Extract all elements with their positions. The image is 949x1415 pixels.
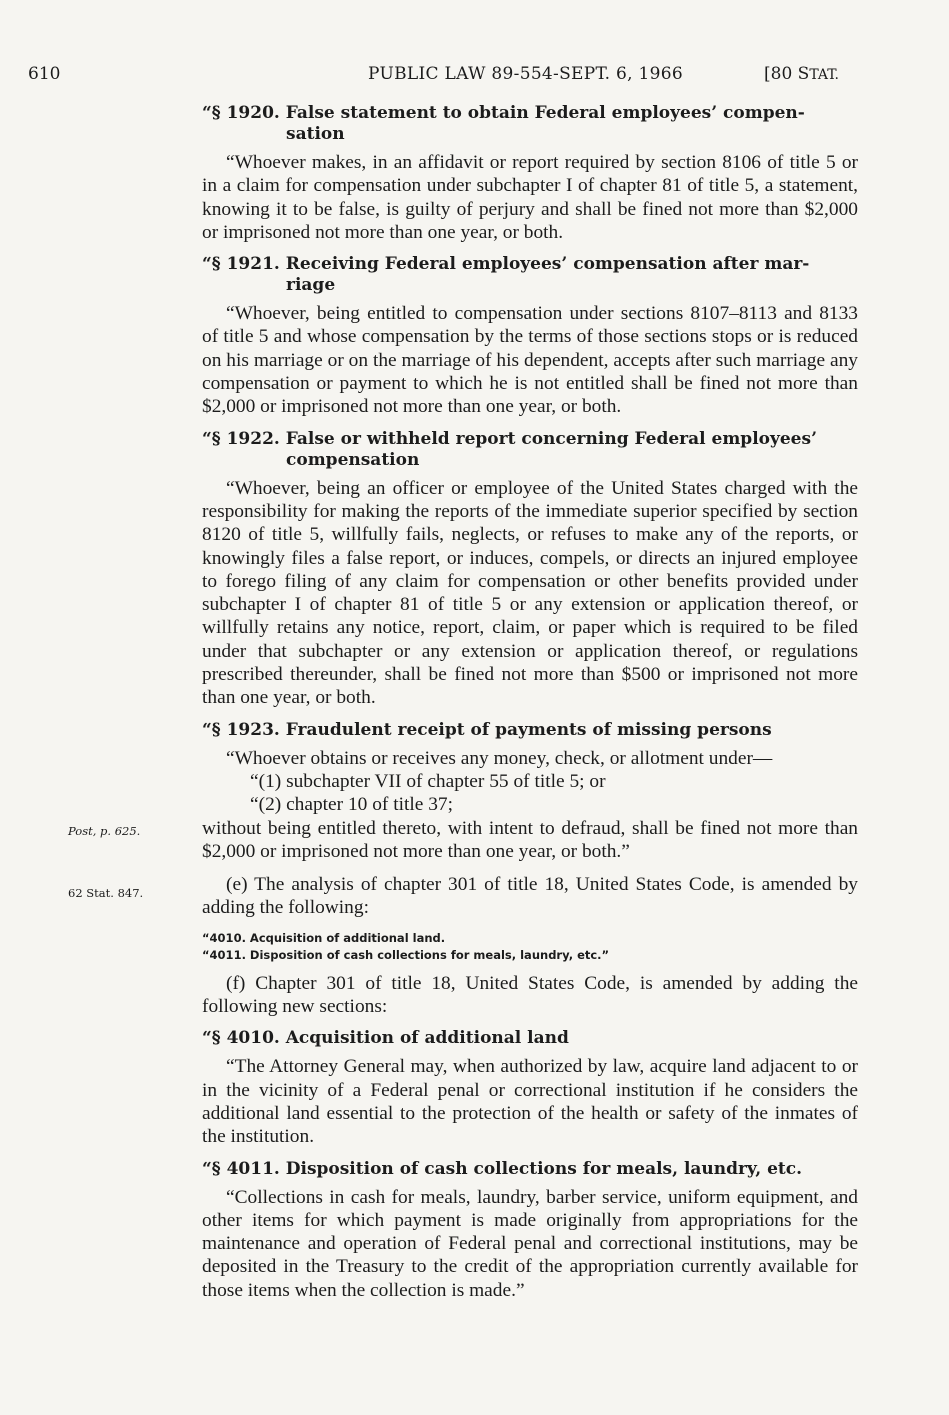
section-4010-heading-text: “§ 4010. Acquisition of additional land — [202, 1028, 569, 1049]
section-1920-heading-line1: “§ 1920. False statement to obtain Federal employees’ compen- — [202, 103, 805, 123]
text-column — [202, 103, 858, 1312]
section-4011-heading-text: “§ 4011. Disposition of cash collections for meals, laundry, etc. — [202, 1158, 803, 1179]
section-4011-heading — [202, 1159, 858, 1180]
statute-suffix: TAT. — [809, 67, 839, 83]
section-1921-body: “Whoever, being entitled to compensation under sections 8107–8113 and 8133 of title 5 and whose compensation by the terms of those sections stops or is reduced on his marriage or on the marriage of his dependent, accepts after such marriage any compensation or payment to which he is not entitled shall be fined not more than $2,000 or imprisoned not more than one year, or both. — [202, 303, 858, 418]
statute-prefix: [80 S — [764, 64, 810, 84]
section-1923-intro: “Whoever obtains or receives any money, check, or allotment under— — [226, 747, 773, 769]
section-1920-heading-line2: sation — [286, 124, 345, 144]
running-title: PUBLIC LAW 89-554-SEPT. 6, 1966 — [368, 64, 684, 84]
statute-reference — [764, 64, 839, 84]
margin-note-stat: 62 Stat. 847. — [68, 886, 144, 900]
section-1921-heading-line1: “§ 1921. Receiving Federal employees’ compensation after mar- — [202, 254, 810, 275]
section-1923-heading-text: “§ 1923. Fraudulent receipt of payments of missing persons — [202, 719, 772, 740]
margin-note-post: Post, p. 625. — [68, 824, 141, 838]
analysis-entries — [202, 930, 858, 964]
section-1920-body: “Whoever makes, in an affidavit or report required by section 8106 of title 5 or in a claim for compensation under subchapter I of chapter 81 of title 5, a statement, knowing it to be false, is guilty of perjury and shall be fined not more than $2,000 or imprisoned not more than one year, or both. — [202, 152, 858, 243]
section-4010-heading — [202, 1028, 858, 1049]
section-1921-heading-line2: riage — [286, 275, 336, 296]
section-1923-item-1: “(1) subchapter VII of chapter 55 of title 5; or — [250, 770, 606, 792]
analysis-entry-4011: “4011. Disposition of cash collections for meals, laundry, etc.” — [202, 947, 610, 962]
subsection-f-text: (f) Chapter 301 of title 18, United States Code, is amended by adding the following new sections: — [202, 972, 858, 1018]
subsection-e-text: (e) The analysis of chapter 301 of title 18, United States Code, is amended by adding the following: — [202, 874, 858, 919]
section-1922-body: “Whoever, being an officer or employee of the United States charged with the responsibility for making the reports of the immediate superior specified by section 8120 of title 5, willfully fails, neglects, or refuses to make any of the reports, or knowingly files a false report, or induces, compels, or directs an injured employee to forego filing of any claim for compensation or other benefits provided under subchapter I of chapter 81 of title 5 or any extension or application thereof, or willfully retains any notice, report, claim, or paper which is required to be filed under that subchapter or any extension or application thereof, or regulations prescribed thereunder, shall be fined not more than $500 or imprisoned not more than one year, or both. — [202, 477, 858, 709]
page-number: 610 — [28, 64, 61, 84]
section-1920-heading — [202, 103, 858, 145]
section-1923-closing: without being entitled thereto, with intent to defraud, shall be fined not more than $2,000 or imprisoned not more than one year, or both.” — [202, 817, 858, 862]
section-1922-heading-line1: “§ 1922. False or withheld report concerning Federal employees’ — [202, 428, 817, 449]
section-1922-heading-line2: compensation — [286, 449, 420, 470]
section-1923-heading — [202, 720, 858, 741]
section-4010-body: “The Attorney General may, when authorized by law, acquire land adjacent to or in the vicinity of a Federal penal or correctional institution if he considers the additional land essential to the protection of the health or safety of the inmates of the institution. — [202, 1056, 858, 1148]
section-1923-item-2: “(2) chapter 10 of title 37; — [250, 794, 453, 816]
section-1922-heading — [202, 429, 858, 471]
analysis-entry-4010: “4010. Acquisition of additional land. — [202, 930, 446, 945]
section-1921-heading — [202, 254, 858, 296]
section-4011-body: “Collections in cash for meals, laundry, barber service, uniform equipment, and other items for which payment is made originally from appropriations for the maintenance and operation of Federal penal and correctional institutions, may be deposited in the Treasury to the credit of the appropriation currently available for those items when the collection is made.” — [202, 1186, 858, 1301]
